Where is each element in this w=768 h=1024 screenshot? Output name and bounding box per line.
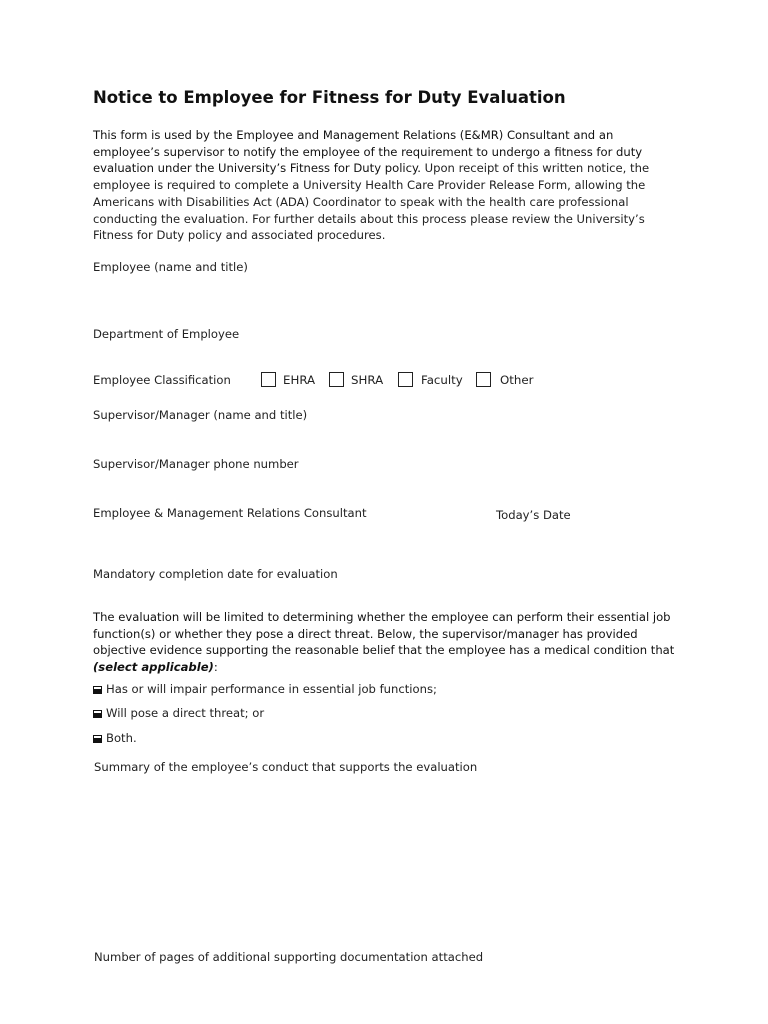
checkbox-icon[interactable]: [93, 735, 102, 743]
shra-checkbox[interactable]: [329, 372, 344, 387]
todays-date-label: Today’s Date: [496, 508, 571, 522]
supervisor-phone-label: Supervisor/Manager phone number: [93, 457, 299, 471]
option-label: Will pose a direct threat; or: [106, 706, 265, 720]
option-impair-performance[interactable]: [93, 682, 437, 696]
completion-date-label: Mandatory completion date for evaluation: [93, 567, 338, 581]
option-label: Both.: [106, 731, 137, 745]
evaluation-paragraph: [93, 609, 683, 676]
classification-label: Employee Classification: [93, 373, 231, 387]
select-applicable-emphasis: (select applicable): [93, 660, 214, 675]
evaluation-suffix: :: [213, 660, 218, 675]
classification-row: [93, 371, 613, 391]
checkbox-icon[interactable]: [93, 710, 102, 718]
intro-paragraph: [93, 127, 683, 244]
intro-text-policy: This form is used by the Employee and Management Relations (E&MR) Consultant and an employee’s supervisor to notify the employee of the requirement to undergo a fitness for duty evaluation under the University’s Fitness for Duty policy.: [93, 128, 643, 176]
ehra-label: EHRA: [283, 373, 316, 387]
department-field-label: Department of Employee: [93, 327, 240, 341]
other-checkbox[interactable]: [476, 372, 491, 387]
supervisor-field-label: Supervisor/Manager (name and title): [93, 408, 308, 422]
employee-field-label: Employee (name and title): [93, 260, 248, 274]
pages-attached-label: Number of pages of additional supporting documentation attached: [94, 950, 484, 964]
evaluation-text: The evaluation will be limited to determining whether the employee can perform their essential job function(s) or whether they pose a direct threat. Below, the supervisor/manager has provided objective evidence supporting the reasonable belief that the employee has a medical condition that: [93, 610, 675, 658]
ehra-checkbox[interactable]: [261, 372, 276, 387]
option-label: Has or will impair performance in essential job functions;: [106, 682, 437, 696]
form-title: Notice to Employee for Fitness for Duty Evaluation: [93, 88, 566, 107]
consultant-field-label: Employee & Management Relations Consultant: [93, 506, 367, 520]
faculty-label: Faculty: [421, 373, 463, 387]
checkbox-icon[interactable]: [93, 686, 102, 694]
faculty-checkbox[interactable]: [398, 372, 413, 387]
intro-text-procedure: Upon receipt of this written notice, the employee is required to complete a University Health Care Provider Release Form, allowing the Americans with Disabilities Act (ADA) Coordinator to speak with the health care professional conducting the evaluation. For further details about this process please review the University’s Fitness for Duty policy and associated procedures.: [93, 161, 650, 243]
option-both[interactable]: [93, 731, 137, 745]
summary-field-label: Summary of the employee’s conduct that supports the evaluation: [94, 760, 478, 774]
shra-label: SHRA: [351, 373, 384, 387]
other-label: Other: [500, 373, 534, 387]
option-direct-threat[interactable]: [93, 706, 264, 720]
